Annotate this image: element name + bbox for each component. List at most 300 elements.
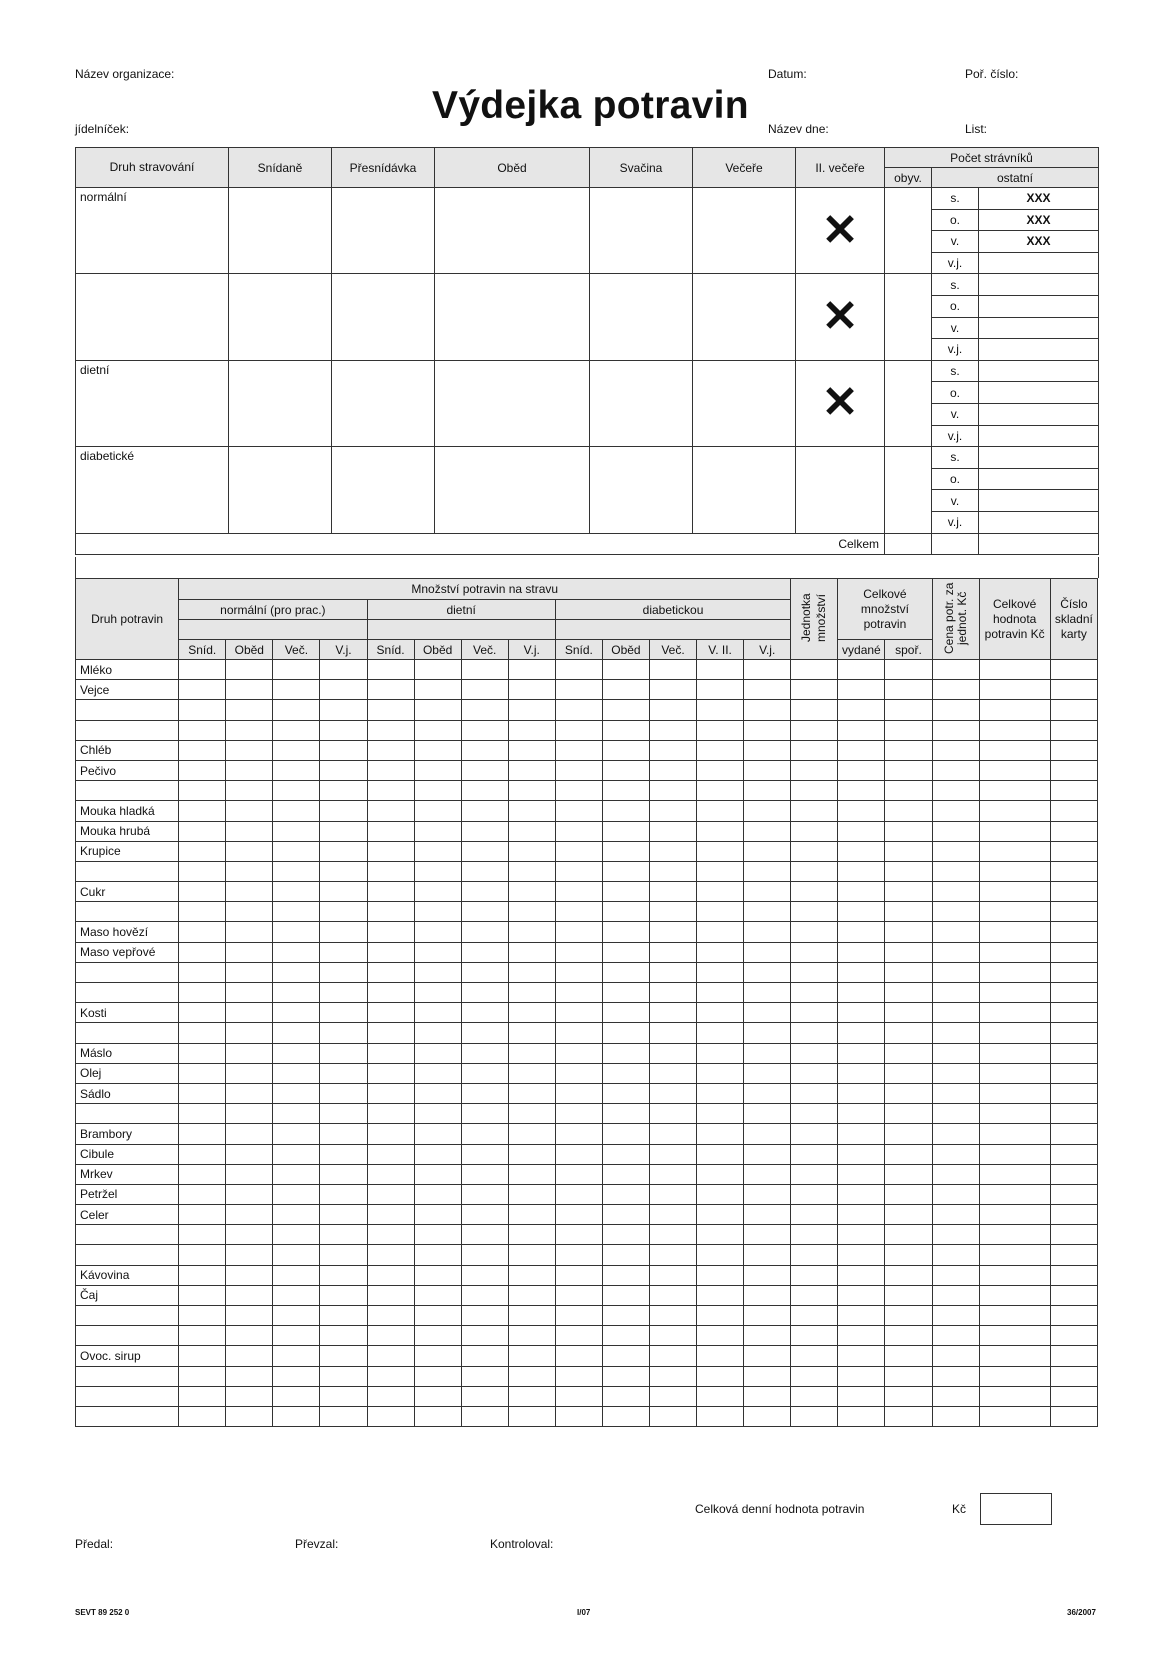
food-cell[interactable] xyxy=(414,1063,461,1083)
food-cell[interactable] xyxy=(273,821,320,841)
food-cell[interactable] xyxy=(791,861,838,881)
food-cell[interactable] xyxy=(508,781,555,801)
food-cell[interactable] xyxy=(461,1104,508,1124)
food-cell[interactable] xyxy=(414,1184,461,1204)
food-cell[interactable] xyxy=(367,720,414,740)
food-cell[interactable] xyxy=(226,1285,273,1305)
food-cell[interactable] xyxy=(1050,962,1097,982)
food-cell[interactable] xyxy=(649,1406,696,1426)
food-cell[interactable] xyxy=(932,1386,979,1406)
food-cell[interactable] xyxy=(838,942,885,962)
food-cell[interactable] xyxy=(226,1144,273,1164)
food-cell[interactable] xyxy=(649,1144,696,1164)
food-cell[interactable] xyxy=(1050,700,1097,720)
food-cell[interactable] xyxy=(1050,1083,1097,1103)
food-cell[interactable] xyxy=(791,1043,838,1063)
food-cell[interactable] xyxy=(273,1124,320,1144)
food-cell[interactable] xyxy=(602,740,649,760)
food-cell[interactable] xyxy=(461,660,508,680)
food-cell[interactable] xyxy=(367,1265,414,1285)
food-cell[interactable] xyxy=(979,1326,1050,1346)
food-cell[interactable] xyxy=(791,680,838,700)
food-cell[interactable] xyxy=(226,700,273,720)
food-cell[interactable] xyxy=(744,922,791,942)
food-cell[interactable] xyxy=(838,1386,885,1406)
food-cell[interactable] xyxy=(414,1386,461,1406)
food-cell[interactable] xyxy=(979,1023,1050,1043)
food-cell[interactable] xyxy=(838,680,885,700)
food-cell[interactable] xyxy=(320,983,367,1003)
food-cell[interactable] xyxy=(791,1346,838,1366)
food-cell[interactable] xyxy=(508,1306,555,1326)
food-cell[interactable] xyxy=(885,760,932,780)
food-cell[interactable] xyxy=(697,1144,744,1164)
food-cell[interactable] xyxy=(414,680,461,700)
food-cell[interactable] xyxy=(744,1124,791,1144)
food-cell[interactable] xyxy=(744,1184,791,1204)
food-cell[interactable] xyxy=(791,1306,838,1326)
food-cell[interactable] xyxy=(273,1386,320,1406)
food-cell[interactable] xyxy=(461,1326,508,1346)
food-cell[interactable] xyxy=(885,922,932,942)
food-cell[interactable] xyxy=(367,821,414,841)
food-cell[interactable] xyxy=(697,1083,744,1103)
food-cell[interactable] xyxy=(697,1245,744,1265)
food-cell[interactable] xyxy=(649,740,696,760)
food-cell[interactable] xyxy=(791,781,838,801)
food-cell[interactable] xyxy=(1050,1205,1097,1225)
food-cell[interactable] xyxy=(555,1366,602,1386)
food-cell[interactable] xyxy=(320,1124,367,1144)
ii-vecere-cell[interactable] xyxy=(796,447,885,533)
ostatni-cell[interactable] xyxy=(979,339,1099,361)
food-cell[interactable] xyxy=(461,821,508,841)
food-cell[interactable] xyxy=(744,1346,791,1366)
food-cell[interactable] xyxy=(414,841,461,861)
food-cell[interactable] xyxy=(649,902,696,922)
food-cell[interactable] xyxy=(414,1083,461,1103)
food-cell[interactable] xyxy=(885,1063,932,1083)
meal-cell[interactable] xyxy=(693,447,796,533)
food-cell[interactable] xyxy=(932,1184,979,1204)
food-cell[interactable] xyxy=(885,720,932,740)
meal-cell[interactable] xyxy=(332,274,435,360)
food-cell[interactable] xyxy=(791,1164,838,1184)
food-cell[interactable] xyxy=(226,1184,273,1204)
food-cell[interactable] xyxy=(697,1386,744,1406)
food-cell[interactable] xyxy=(555,841,602,861)
food-cell[interactable] xyxy=(602,1144,649,1164)
food-cell[interactable] xyxy=(273,720,320,740)
food-cell[interactable] xyxy=(461,1063,508,1083)
food-cell[interactable] xyxy=(838,1023,885,1043)
food-cell[interactable] xyxy=(932,1366,979,1386)
food-cell[interactable] xyxy=(649,760,696,780)
food-cell[interactable] xyxy=(1050,1386,1097,1406)
food-cell[interactable] xyxy=(179,1306,226,1326)
obyv-cell[interactable] xyxy=(885,274,932,360)
food-cell[interactable] xyxy=(649,1043,696,1063)
food-cell[interactable] xyxy=(320,821,367,841)
food-cell[interactable] xyxy=(979,902,1050,922)
food-cell[interactable] xyxy=(555,1043,602,1063)
food-cell[interactable] xyxy=(744,821,791,841)
food-cell[interactable] xyxy=(1050,983,1097,1003)
food-cell[interactable] xyxy=(791,1144,838,1164)
food-cell[interactable] xyxy=(226,962,273,982)
meal-cell[interactable] xyxy=(693,188,796,274)
food-cell[interactable] xyxy=(320,781,367,801)
food-cell[interactable] xyxy=(697,1063,744,1083)
food-cell[interactable] xyxy=(744,760,791,780)
food-cell[interactable] xyxy=(1050,1225,1097,1245)
food-cell[interactable] xyxy=(273,841,320,861)
food-cell[interactable] xyxy=(555,700,602,720)
food-cell[interactable] xyxy=(649,1245,696,1265)
food-cell[interactable] xyxy=(367,1366,414,1386)
food-cell[interactable] xyxy=(367,861,414,881)
food-cell[interactable] xyxy=(979,821,1050,841)
food-cell[interactable] xyxy=(320,1306,367,1326)
food-cell[interactable] xyxy=(461,1386,508,1406)
food-cell[interactable] xyxy=(885,1265,932,1285)
food-cell[interactable] xyxy=(838,1205,885,1225)
food-cell[interactable] xyxy=(226,1326,273,1346)
food-cell[interactable] xyxy=(367,1306,414,1326)
food-cell[interactable] xyxy=(838,760,885,780)
food-cell[interactable] xyxy=(697,1164,744,1184)
food-cell[interactable] xyxy=(226,841,273,861)
food-cell[interactable] xyxy=(367,922,414,942)
food-cell[interactable] xyxy=(979,1104,1050,1124)
food-cell[interactable] xyxy=(838,983,885,1003)
food-cell[interactable] xyxy=(791,1003,838,1023)
food-cell[interactable] xyxy=(1050,1104,1097,1124)
food-cell[interactable] xyxy=(649,1205,696,1225)
food-cell[interactable] xyxy=(508,861,555,881)
meal-cell[interactable] xyxy=(693,360,796,446)
ostatni-cell[interactable] xyxy=(979,382,1099,404)
food-cell[interactable] xyxy=(649,983,696,1003)
celkem-obyv[interactable] xyxy=(885,533,932,554)
food-cell[interactable] xyxy=(367,660,414,680)
meal-cell[interactable] xyxy=(590,274,693,360)
ostatni-cell[interactable] xyxy=(979,231,1099,253)
food-cell[interactable] xyxy=(320,700,367,720)
food-cell[interactable] xyxy=(273,942,320,962)
food-cell[interactable] xyxy=(1050,942,1097,962)
food-cell[interactable] xyxy=(744,1326,791,1346)
food-cell[interactable] xyxy=(744,1386,791,1406)
food-cell[interactable] xyxy=(461,1406,508,1426)
food-cell[interactable] xyxy=(179,660,226,680)
total-value-box[interactable] xyxy=(980,1493,1052,1525)
ostatni-cell[interactable] xyxy=(979,468,1099,490)
food-cell[interactable] xyxy=(744,882,791,902)
food-cell[interactable] xyxy=(885,882,932,902)
food-cell[interactable] xyxy=(1050,1043,1097,1063)
food-cell[interactable] xyxy=(885,1023,932,1043)
celkem-sub[interactable] xyxy=(932,533,979,554)
food-cell[interactable] xyxy=(508,1205,555,1225)
food-cell[interactable] xyxy=(179,1124,226,1144)
food-cell[interactable] xyxy=(697,660,744,680)
food-cell[interactable] xyxy=(179,1326,226,1346)
food-cell[interactable] xyxy=(226,801,273,821)
food-cell[interactable] xyxy=(791,1225,838,1245)
food-cell[interactable] xyxy=(1050,882,1097,902)
food-cell[interactable] xyxy=(367,1184,414,1204)
food-cell[interactable] xyxy=(602,1265,649,1285)
food-cell[interactable] xyxy=(744,1063,791,1083)
food-cell[interactable] xyxy=(508,1346,555,1366)
food-cell[interactable] xyxy=(320,680,367,700)
food-cell[interactable] xyxy=(320,1184,367,1204)
food-cell[interactable] xyxy=(1050,861,1097,881)
food-cell[interactable] xyxy=(226,1063,273,1083)
food-cell[interactable] xyxy=(885,962,932,982)
food-cell[interactable] xyxy=(555,861,602,881)
food-cell[interactable] xyxy=(697,1366,744,1386)
food-cell[interactable] xyxy=(932,983,979,1003)
food-cell[interactable] xyxy=(508,1023,555,1043)
food-cell[interactable] xyxy=(320,1406,367,1426)
food-cell[interactable] xyxy=(885,983,932,1003)
food-cell[interactable] xyxy=(414,861,461,881)
meal-cell[interactable] xyxy=(332,447,435,533)
food-cell[interactable] xyxy=(932,841,979,861)
food-cell[interactable] xyxy=(932,680,979,700)
food-cell[interactable] xyxy=(1050,1245,1097,1265)
food-cell[interactable] xyxy=(1050,1124,1097,1144)
food-cell[interactable] xyxy=(1050,1406,1097,1426)
food-cell[interactable] xyxy=(932,1144,979,1164)
food-cell[interactable] xyxy=(838,821,885,841)
food-cell[interactable] xyxy=(838,1265,885,1285)
food-cell[interactable] xyxy=(838,720,885,740)
food-cell[interactable] xyxy=(508,1366,555,1386)
food-cell[interactable] xyxy=(461,1306,508,1326)
food-cell[interactable] xyxy=(508,660,555,680)
food-cell[interactable] xyxy=(320,1346,367,1366)
food-cell[interactable] xyxy=(744,902,791,922)
food-cell[interactable] xyxy=(555,1063,602,1083)
food-cell[interactable] xyxy=(885,902,932,922)
food-cell[interactable] xyxy=(508,720,555,740)
food-cell[interactable] xyxy=(320,1023,367,1043)
meal-cell[interactable] xyxy=(693,274,796,360)
food-cell[interactable] xyxy=(508,680,555,700)
food-cell[interactable] xyxy=(885,700,932,720)
meal-cell[interactable] xyxy=(435,188,590,274)
food-cell[interactable] xyxy=(602,821,649,841)
food-cell[interactable] xyxy=(697,700,744,720)
food-cell[interactable] xyxy=(555,1003,602,1023)
food-cell[interactable] xyxy=(697,1326,744,1346)
food-cell[interactable] xyxy=(885,1043,932,1063)
food-cell[interactable] xyxy=(273,700,320,720)
food-cell[interactable] xyxy=(979,660,1050,680)
meal-cell[interactable] xyxy=(229,274,332,360)
food-cell[interactable] xyxy=(555,962,602,982)
food-cell[interactable] xyxy=(320,720,367,740)
food-cell[interactable] xyxy=(744,740,791,760)
food-cell[interactable] xyxy=(226,760,273,780)
food-cell[interactable] xyxy=(320,861,367,881)
food-cell[interactable] xyxy=(508,740,555,760)
food-cell[interactable] xyxy=(367,1124,414,1144)
food-cell[interactable] xyxy=(838,882,885,902)
food-cell[interactable] xyxy=(1050,841,1097,861)
food-cell[interactable] xyxy=(414,1023,461,1043)
food-cell[interactable] xyxy=(1050,1184,1097,1204)
celkem-ostatni[interactable] xyxy=(979,533,1099,554)
food-cell[interactable] xyxy=(179,1104,226,1124)
food-cell[interactable] xyxy=(979,1346,1050,1366)
food-cell[interactable] xyxy=(885,1164,932,1184)
food-cell[interactable] xyxy=(885,821,932,841)
food-cell[interactable] xyxy=(885,680,932,700)
food-cell[interactable] xyxy=(179,1346,226,1366)
food-cell[interactable] xyxy=(885,1285,932,1305)
food-cell[interactable] xyxy=(273,1023,320,1043)
food-cell[interactable] xyxy=(226,781,273,801)
food-cell[interactable] xyxy=(273,1265,320,1285)
food-cell[interactable] xyxy=(602,882,649,902)
food-cell[interactable] xyxy=(273,1285,320,1305)
food-cell[interactable] xyxy=(414,942,461,962)
food-cell[interactable] xyxy=(979,1265,1050,1285)
food-cell[interactable] xyxy=(414,781,461,801)
food-cell[interactable] xyxy=(367,1144,414,1164)
food-cell[interactable] xyxy=(320,1144,367,1164)
food-cell[interactable] xyxy=(508,801,555,821)
food-cell[interactable] xyxy=(602,1003,649,1023)
food-cell[interactable] xyxy=(226,1104,273,1124)
food-cell[interactable] xyxy=(838,1326,885,1346)
food-cell[interactable] xyxy=(979,680,1050,700)
food-cell[interactable] xyxy=(602,1104,649,1124)
food-cell[interactable] xyxy=(979,781,1050,801)
food-cell[interactable] xyxy=(791,882,838,902)
food-cell[interactable] xyxy=(649,1225,696,1245)
ostatni-cell[interactable] xyxy=(979,511,1099,533)
food-cell[interactable] xyxy=(273,962,320,982)
food-cell[interactable] xyxy=(226,1306,273,1326)
food-cell[interactable] xyxy=(461,1265,508,1285)
food-cell[interactable] xyxy=(273,1063,320,1083)
food-cell[interactable] xyxy=(697,740,744,760)
meal-cell[interactable] xyxy=(590,188,693,274)
food-cell[interactable] xyxy=(885,1245,932,1265)
food-cell[interactable] xyxy=(602,1205,649,1225)
food-cell[interactable] xyxy=(932,962,979,982)
food-cell[interactable] xyxy=(649,1386,696,1406)
food-cell[interactable] xyxy=(885,1366,932,1386)
food-cell[interactable] xyxy=(414,700,461,720)
food-cell[interactable] xyxy=(791,902,838,922)
food-cell[interactable] xyxy=(697,1023,744,1043)
food-cell[interactable] xyxy=(838,1083,885,1103)
food-cell[interactable] xyxy=(697,922,744,942)
food-cell[interactable] xyxy=(320,962,367,982)
food-cell[interactable] xyxy=(932,861,979,881)
food-cell[interactable] xyxy=(461,680,508,700)
food-cell[interactable] xyxy=(791,1184,838,1204)
food-cell[interactable] xyxy=(602,1225,649,1245)
food-cell[interactable] xyxy=(885,1144,932,1164)
food-cell[interactable] xyxy=(979,962,1050,982)
food-cell[interactable] xyxy=(744,1306,791,1326)
food-cell[interactable] xyxy=(414,1285,461,1305)
food-cell[interactable] xyxy=(791,1083,838,1103)
food-cell[interactable] xyxy=(649,882,696,902)
food-cell[interactable] xyxy=(838,1144,885,1164)
food-cell[interactable] xyxy=(932,1043,979,1063)
food-cell[interactable] xyxy=(979,1043,1050,1063)
food-cell[interactable] xyxy=(602,700,649,720)
food-cell[interactable] xyxy=(697,821,744,841)
food-cell[interactable] xyxy=(602,1406,649,1426)
food-cell[interactable] xyxy=(838,1184,885,1204)
food-cell[interactable] xyxy=(273,1366,320,1386)
food-cell[interactable] xyxy=(602,983,649,1003)
food-cell[interactable] xyxy=(838,1306,885,1326)
food-cell[interactable] xyxy=(179,700,226,720)
food-cell[interactable] xyxy=(602,781,649,801)
food-cell[interactable] xyxy=(367,983,414,1003)
food-cell[interactable] xyxy=(555,680,602,700)
food-cell[interactable] xyxy=(414,1346,461,1366)
food-cell[interactable] xyxy=(508,1184,555,1204)
food-cell[interactable] xyxy=(555,1346,602,1366)
food-cell[interactable] xyxy=(367,1245,414,1265)
food-cell[interactable] xyxy=(791,942,838,962)
food-cell[interactable] xyxy=(461,1023,508,1043)
food-cell[interactable] xyxy=(179,740,226,760)
food-cell[interactable] xyxy=(649,781,696,801)
food-cell[interactable] xyxy=(791,821,838,841)
food-cell[interactable] xyxy=(697,1265,744,1285)
food-cell[interactable] xyxy=(414,1225,461,1245)
food-cell[interactable] xyxy=(273,1003,320,1023)
food-cell[interactable] xyxy=(414,1205,461,1225)
food-cell[interactable] xyxy=(179,680,226,700)
food-cell[interactable] xyxy=(979,882,1050,902)
food-cell[interactable] xyxy=(744,680,791,700)
food-cell[interactable] xyxy=(791,1326,838,1346)
food-cell[interactable] xyxy=(649,1326,696,1346)
food-cell[interactable] xyxy=(226,821,273,841)
food-cell[interactable] xyxy=(1050,1306,1097,1326)
food-cell[interactable] xyxy=(273,1406,320,1426)
food-cell[interactable] xyxy=(414,821,461,841)
food-cell[interactable] xyxy=(602,922,649,942)
ostatni-cell[interactable] xyxy=(979,490,1099,512)
meal-cell[interactable] xyxy=(229,447,332,533)
food-cell[interactable] xyxy=(461,700,508,720)
food-cell[interactable] xyxy=(838,1245,885,1265)
food-cell[interactable] xyxy=(320,1326,367,1346)
food-cell[interactable] xyxy=(744,1205,791,1225)
food-cell[interactable] xyxy=(273,1144,320,1164)
food-cell[interactable] xyxy=(1050,740,1097,760)
food-cell[interactable] xyxy=(179,1144,226,1164)
food-cell[interactable] xyxy=(414,1366,461,1386)
food-cell[interactable] xyxy=(791,760,838,780)
food-cell[interactable] xyxy=(320,902,367,922)
food-cell[interactable] xyxy=(697,942,744,962)
